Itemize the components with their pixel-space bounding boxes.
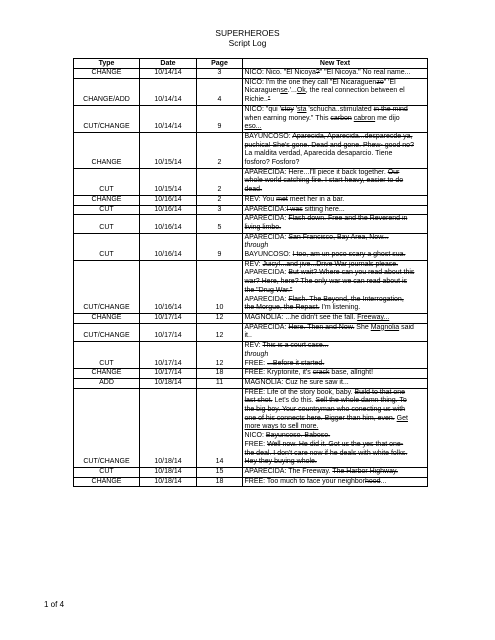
struck-text: living limbo. — [244, 223, 282, 231]
text-segment: NICO: — [244, 432, 266, 440]
struck-text: the deal. I don't care now if he deals with white folks. — [244, 449, 408, 457]
struck-text: last shot. — [244, 397, 273, 405]
inserted-text: cabron — [353, 114, 376, 122]
struck-text: hood — [365, 477, 381, 485]
text-segment: ' — [293, 105, 298, 113]
table-row — [74, 323, 428, 341]
type-cell: CUT — [74, 342, 140, 369]
type-cell: CUT — [74, 168, 140, 195]
text-segment: FREE: — [244, 440, 268, 448]
type-cell: CHANGE — [74, 477, 140, 487]
date-cell: 10/18/14 — [140, 467, 197, 477]
text-line — [245, 234, 426, 243]
struck-text: met — [276, 195, 288, 203]
table-row — [74, 260, 428, 313]
column-header-page: Page — [197, 59, 243, 69]
text-segment: NICO: "qui ' — [244, 105, 281, 113]
struck-text: Juicy!...and jive...Drive War journals please. — [262, 260, 399, 268]
text-segment: sitting here... — [302, 205, 345, 213]
text-line — [245, 278, 426, 287]
new-text-cell — [243, 168, 428, 195]
text-segment: " 'El — [383, 78, 396, 86]
text-line — [245, 342, 426, 351]
text-segment: APARECIDA: — [244, 205, 287, 213]
text-line — [245, 206, 426, 215]
struck-text: puchica! She's gone. Dead and gone. Phew- good no? — [244, 141, 414, 149]
table-row — [74, 168, 428, 195]
page-cell: 10 — [197, 260, 243, 313]
inserted-text: Ok — [296, 87, 306, 95]
text-segment: when earning money." This — [244, 114, 331, 122]
text-segment: base, allright! — [329, 369, 374, 377]
table-row — [74, 195, 428, 205]
date-cell: 10/16/14 — [140, 233, 197, 260]
text-segment: MAGNOLIA: Cuz he sure saw it... — [244, 378, 349, 386]
type-cell: CUT — [74, 215, 140, 233]
text-line — [245, 406, 426, 415]
struck-text: Hey they buying whole. — [244, 458, 317, 466]
text-line — [245, 423, 426, 432]
date-cell: 10/17/14 — [140, 323, 197, 341]
inserted-text: more ways to sell more. — [244, 423, 319, 431]
page-cell: 12 — [197, 323, 243, 341]
text-line — [245, 314, 426, 323]
type-cell: CHANGE — [74, 369, 140, 379]
page-cell: 4 — [197, 78, 243, 105]
text-line — [245, 468, 426, 477]
inserted-text: Get — [396, 414, 408, 422]
date-cell: 10/17/14 — [140, 369, 197, 379]
text-line — [245, 369, 426, 378]
text-segment: .'... — [287, 87, 297, 95]
struck-text: crack — [312, 369, 330, 377]
type-cell: CUT/CHANGE — [74, 388, 140, 467]
struck-text: Sell the whole damn thing. To — [315, 397, 407, 405]
table-row — [74, 342, 428, 369]
text-segment: APARECIDA: — [244, 295, 289, 303]
column-header-new-text: New Text — [243, 59, 428, 69]
text-segment: FREE: — [244, 359, 268, 367]
struck-text: Flash down. Free and the Reverend in — [288, 215, 408, 223]
text-line — [245, 115, 426, 124]
date-cell: 10/15/14 — [140, 132, 197, 168]
type-cell: CUT/CHANGE — [74, 260, 140, 313]
text-line — [245, 186, 426, 195]
struck-text: I too, am un poco scary a ghost sua. — [292, 251, 406, 259]
text-line — [245, 69, 426, 78]
text-segment: it.. — [244, 332, 252, 340]
text-line — [245, 106, 426, 115]
new-text-cell — [243, 78, 428, 105]
text-segment: said — [399, 323, 414, 331]
table-row — [74, 388, 428, 467]
date-cell: 10/17/14 — [140, 313, 197, 323]
type-cell: CHANGE — [74, 313, 140, 323]
struck-text: I was — [286, 205, 303, 213]
struck-text: stoy — [281, 105, 294, 113]
text-segment: , the real connection between el — [305, 87, 405, 95]
document-header — [0, 28, 495, 48]
column-header-type: Type — [74, 59, 140, 69]
type-cell: CHANGE/ADD — [74, 78, 140, 105]
inserted-text: Magnolia — [370, 323, 400, 331]
new-text-cell — [243, 215, 428, 233]
new-text-cell — [243, 195, 428, 205]
new-text-cell — [243, 260, 428, 313]
page-cell: 2 — [197, 168, 243, 195]
text-line — [245, 415, 426, 424]
text-line — [245, 389, 426, 398]
text-line — [245, 269, 426, 278]
page-cell: 3 — [197, 205, 243, 215]
text-segment: APARECIDA: — [244, 233, 289, 241]
text-line — [245, 133, 426, 142]
struck-text: Aparecida, Aparecida...desparecde ya, — [292, 132, 413, 140]
text-line — [245, 441, 426, 450]
new-text-cell — [243, 313, 428, 323]
document-subtitle: Script Log — [228, 38, 267, 48]
page-cell: 9 — [197, 233, 243, 260]
text-line — [245, 142, 426, 151]
text-segment: FREE: Kryptonite, it's — [244, 369, 313, 377]
new-text-cell — [243, 233, 428, 260]
table-row — [74, 369, 428, 379]
text-line — [245, 296, 426, 305]
struck-text: dead. — [244, 186, 263, 194]
new-text-cell — [243, 342, 428, 369]
text-line — [245, 196, 426, 205]
date-cell: 10/14/14 — [140, 69, 197, 79]
text-segment: APARECIDA: — [244, 215, 289, 223]
table-row — [74, 378, 428, 388]
page-cell: 15 — [197, 467, 243, 477]
text-line — [245, 224, 426, 233]
table-body — [74, 69, 428, 487]
type-cell: CHANGE — [74, 132, 140, 168]
text-line — [245, 379, 426, 388]
page-cell: 2 — [197, 132, 243, 168]
text-segment: NICO: I'm the one they call "El Nicaraguen — [244, 78, 377, 86]
table-row — [74, 477, 428, 487]
text-segment: REV: — [244, 342, 263, 350]
struck-text: San Francisco, Bay Area, Now... — [288, 233, 389, 241]
text-segment: me dijo — [375, 114, 400, 122]
text-line — [245, 458, 426, 467]
text-segment: meet her in a bar. — [287, 195, 345, 203]
date-cell: 10/14/14 — [140, 78, 197, 105]
italic-text: through — [244, 242, 269, 250]
text-segment: FREE: Too much to face your neighbor — [244, 477, 365, 485]
text-line — [245, 79, 426, 88]
new-text-cell — [243, 378, 428, 388]
text-segment: " "El Nicoya." No real name... — [319, 69, 411, 76]
text-line — [245, 324, 426, 333]
type-cell: CUT — [74, 233, 140, 260]
date-cell: 10/16/14 — [140, 260, 197, 313]
page-cell: 3 — [197, 69, 243, 79]
type-cell: CUT — [74, 467, 140, 477]
struck-text: Bayuncoso. Baboso. — [265, 432, 331, 440]
new-text-cell — [243, 205, 428, 215]
text-line — [245, 169, 426, 178]
text-line — [245, 304, 426, 313]
text-line — [245, 96, 426, 105]
table-header-row — [74, 59, 428, 69]
page-indicator: 1 of 4 — [44, 600, 65, 609]
table-row — [74, 78, 428, 105]
text-segment: NICO: Nico. "El Nicoya — [244, 69, 316, 76]
text-segment: She — [354, 323, 371, 331]
type-cell: ADD — [74, 378, 140, 388]
page-cell: 18 — [197, 477, 243, 487]
text-line — [245, 123, 426, 132]
type-cell: CUT/CHANGE — [74, 105, 140, 132]
struck-text: carbon — [330, 114, 352, 122]
page-cell: 5 — [197, 215, 243, 233]
page-cell: 12 — [197, 342, 243, 369]
struck-text: Flash. The Beyond, the Interrogation, — [288, 295, 404, 303]
script-log-table — [73, 58, 428, 487]
new-text-cell — [243, 132, 428, 168]
date-cell: 10/16/14 — [140, 215, 197, 233]
page-cell: 14 — [197, 388, 243, 467]
table-row — [74, 105, 428, 132]
text-segment: ... — [380, 477, 387, 485]
text-line — [245, 351, 426, 360]
new-text-cell — [243, 69, 428, 79]
text-line — [245, 251, 426, 260]
page-cell: 12 — [197, 313, 243, 323]
struck-text: the Morgue, the Repast. — [244, 304, 320, 312]
struck-text: the big boy. Your countryman who conecting us with — [244, 406, 406, 414]
struck-text: zo — [376, 78, 384, 86]
italic-text: through — [244, 350, 269, 358]
text-line — [245, 215, 426, 224]
type-cell: CUT/CHANGE — [74, 323, 140, 341]
text-segment: REV: You — [244, 195, 277, 203]
date-cell: 10/17/14 — [140, 342, 197, 369]
text-segment: BAYUNCOSO: — [244, 132, 293, 140]
text-line — [245, 261, 426, 270]
struck-text: war? Here, here? The only war we can read about is — [244, 278, 408, 286]
table-row — [74, 467, 428, 477]
text-segment: BAYUNCOSO: — [244, 251, 293, 259]
table-row — [74, 69, 428, 79]
new-text-cell — [243, 388, 428, 467]
table-row — [74, 205, 428, 215]
new-text-cell — [243, 369, 428, 379]
page-cell: 18 — [197, 369, 243, 379]
text-line — [245, 242, 426, 251]
page-cell: 9 — [197, 105, 243, 132]
inserted-text: Freeway... — [357, 313, 390, 321]
struck-text: Our — [387, 168, 400, 176]
text-segment: MAGNOLIA: ...he didn't see the fall. — [244, 313, 358, 321]
struck-text: But wait? Where can you read about this — [288, 269, 415, 277]
new-text-cell — [243, 467, 428, 477]
date-cell: 10/15/14 — [140, 168, 197, 195]
text-segment: Richie.. — [244, 96, 268, 104]
inserted-text: sta — [297, 105, 307, 113]
text-line — [245, 150, 426, 159]
struck-text: whole world catching fire. I start heavy, easier to do — [244, 177, 404, 185]
text-line — [245, 432, 426, 441]
date-cell: 10/18/14 — [140, 388, 197, 467]
table-row — [74, 313, 428, 323]
text-line — [245, 360, 426, 369]
struck-text: ? — [315, 69, 320, 76]
inserted-text: se — [280, 87, 288, 95]
text-segment: fosforo? Fosforo? — [244, 159, 300, 167]
new-text-cell — [243, 477, 428, 487]
text-line — [245, 287, 426, 296]
text-segment: I'm listening. — [319, 304, 361, 312]
document-title: SUPERHEROES — [215, 28, 280, 38]
text-line — [245, 450, 426, 459]
date-cell: 10/18/14 — [140, 477, 197, 487]
table-row — [74, 215, 428, 233]
column-header-date: Date — [140, 59, 197, 69]
struck-text: The Harbor Highway. — [332, 467, 398, 475]
text-line — [245, 478, 426, 487]
text-line — [245, 159, 426, 168]
text-segment: REV: — [244, 260, 263, 268]
text-line — [245, 87, 426, 96]
new-text-cell — [243, 323, 428, 341]
text-segment: APARECIDA: The Freeway. — [244, 467, 333, 475]
type-cell: CUT — [74, 205, 140, 215]
type-cell: CHANGE — [74, 69, 140, 79]
struck-text: Well now. He did it. Got us the yes that one- — [267, 440, 404, 448]
new-text-cell — [243, 105, 428, 132]
text-segment: APARECIDA: Here...I'll piece it back together. — [244, 168, 388, 176]
struck-text: one of his connects here. Bigger than him, even. — [244, 414, 395, 422]
page-cell: 11 — [197, 378, 243, 388]
text-segment: Let's do this. — [272, 397, 316, 405]
struck-text: the "Drug War." — [244, 286, 293, 294]
table-row — [74, 233, 428, 260]
table-row — [74, 132, 428, 168]
struck-text: Build to that one — [354, 388, 406, 396]
struck-text: " — [267, 96, 271, 104]
type-cell: CHANGE — [74, 195, 140, 205]
page-cell: 2 — [197, 195, 243, 205]
date-cell: 10/16/14 — [140, 205, 197, 215]
date-cell: 10/16/14 — [140, 195, 197, 205]
text-segment: FREE: Life of the story book, baby. — [244, 388, 355, 396]
struck-text: Here. Then and Now. — [288, 323, 355, 331]
text-segment: APARECIDA: — [244, 269, 289, 277]
text-segment: La maldita verdad, Aparecida desaparcio. Tiene — [244, 150, 393, 158]
text-segment: 'schucha..stimulated — [306, 105, 374, 113]
struck-text: in the mind — [373, 105, 408, 113]
struck-text: ...Before it started. — [267, 359, 325, 367]
text-line — [245, 177, 426, 186]
struck-text: This is a court case... — [262, 342, 329, 350]
text-segment: APARECIDA: — [244, 323, 289, 331]
date-cell: 10/14/14 — [140, 105, 197, 132]
text-line — [245, 332, 426, 341]
inserted-text: eso... — [244, 123, 262, 131]
text-segment: Nicaraguen — [244, 87, 281, 95]
date-cell: 10/18/14 — [140, 378, 197, 388]
text-line — [245, 397, 426, 406]
